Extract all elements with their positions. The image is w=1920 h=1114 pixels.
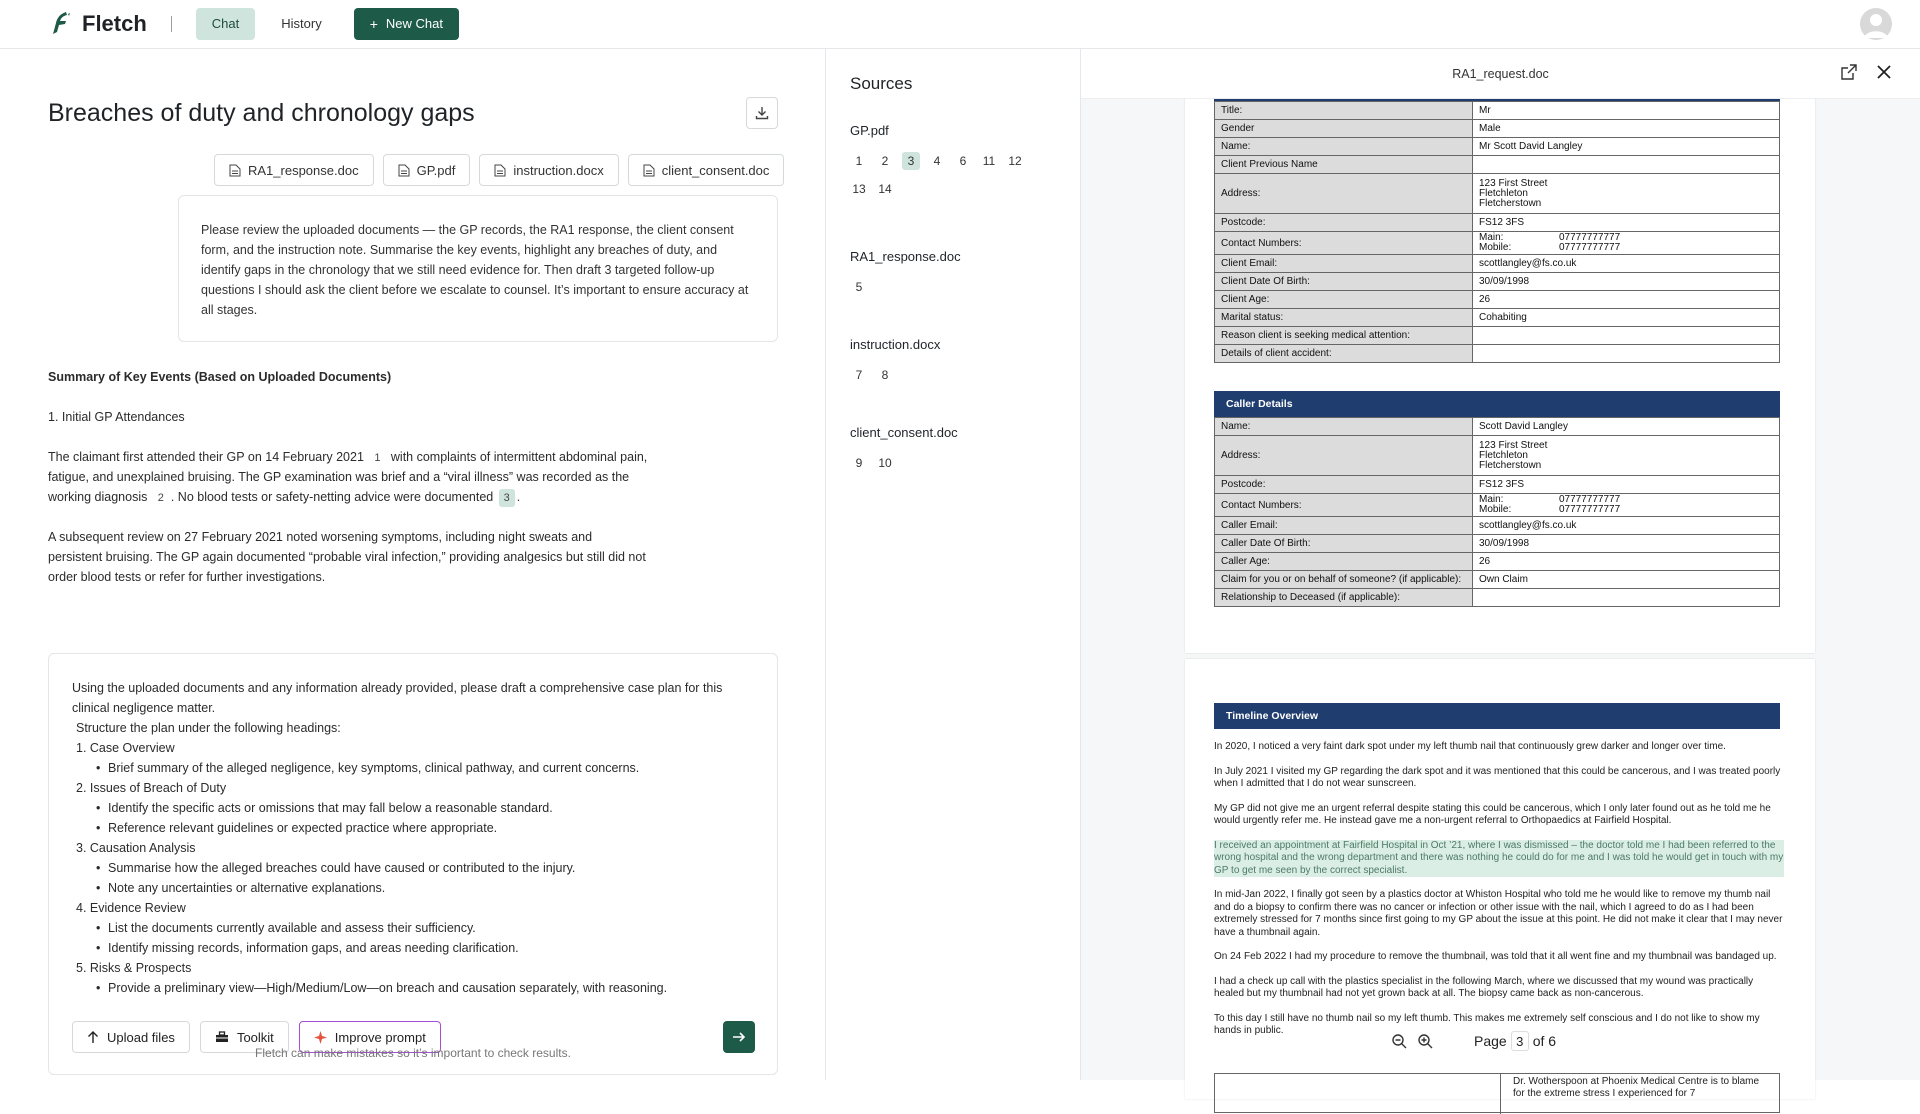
table-row	[1215, 232, 1780, 255]
field-label: Reason client is seeking medical attention:	[1215, 327, 1473, 345]
arrow-right-icon	[732, 1031, 746, 1043]
disclaimer: Fletch can make mistakes so it’s important to check results.	[255, 1046, 571, 1060]
source-name[interactable]: GP.pdf	[850, 123, 889, 138]
toolbox-icon	[215, 1031, 229, 1043]
caller-details-heading: Caller Details	[1214, 391, 1780, 417]
prompt-bullet: • Identify missing records, information gaps, and areas needing clarification.	[72, 938, 762, 958]
field-label: Postcode:	[1215, 476, 1473, 494]
timeline-text	[1214, 741, 1784, 1050]
open-external-button[interactable]	[1841, 64, 1857, 85]
answer-section-title: 1. Initial GP Attendances	[48, 410, 185, 424]
sources-panel	[826, 49, 1081, 1080]
field-value: 30/09/1998	[1473, 273, 1780, 291]
table-row	[1215, 418, 1780, 436]
source-page-link[interactable]: 1	[855, 154, 863, 168]
document-icon	[643, 164, 655, 177]
field-label: Contact Numbers:	[1215, 494, 1473, 517]
source-group	[850, 123, 1050, 198]
source-group	[850, 249, 1050, 296]
field-value: FS12 3FS	[1473, 214, 1780, 232]
page-controls	[1380, 1027, 1592, 1055]
prompt-composer[interactable]	[48, 653, 778, 1075]
table-row	[1215, 138, 1780, 156]
caller-details-table	[1214, 417, 1780, 607]
field-label: Name:	[1215, 138, 1473, 156]
phone-type: Main:	[1479, 494, 1504, 505]
prompt-heading: 1. Case Overview	[76, 741, 175, 755]
close-icon	[1876, 64, 1892, 80]
prompt-heading: 4. Evidence Review	[76, 901, 186, 915]
field-value	[1473, 589, 1780, 607]
field-value: 123 First Street Fletchleton Fletcherstown	[1473, 436, 1780, 476]
field-label: Caller Age:	[1215, 553, 1473, 571]
phone-number: 07777777777	[1559, 242, 1621, 253]
source-pages	[850, 152, 1050, 198]
prompt-bullet: • Brief summary of the alleged negligence, key symptoms, clinical pathway, and current concerns.	[72, 758, 762, 778]
table-row	[1215, 174, 1780, 214]
timeline-entry: In July 2021 I visited my GP regarding the dark spot and it was mentioned that this could be cancerous, and I was treated poorly when I admitted that I do not wear sunscreen.	[1214, 765, 1781, 789]
field-value	[1473, 345, 1780, 363]
table-row	[1215, 345, 1780, 363]
table-row	[1215, 476, 1780, 494]
source-page-link[interactable]: 4	[933, 154, 941, 168]
source-page-link[interactable]: 9	[855, 456, 863, 470]
answer-text: . No blood tests or safety-netting advice were documented	[170, 490, 494, 504]
fletch-logo-icon	[48, 10, 76, 38]
table-row	[1215, 309, 1780, 327]
field-value: FS12 3FS	[1473, 476, 1780, 494]
attachment-name: RA1_response.doc	[248, 162, 359, 178]
top-bar	[0, 0, 1920, 49]
document-icon	[398, 164, 410, 177]
toolkit-label: Toolkit	[236, 1029, 274, 1045]
field-value: scottlangley@fs.co.uk	[1473, 517, 1780, 535]
arrow-up-icon	[87, 1031, 99, 1044]
field-label: Client Email:	[1215, 255, 1473, 273]
improve-prompt-label: Improve prompt	[334, 1029, 426, 1045]
phone-number: 07777777777	[1559, 504, 1621, 515]
source-group	[850, 425, 1050, 472]
field-value	[1473, 327, 1780, 345]
source-name[interactable]: instruction.docx	[850, 337, 941, 352]
viewer-title: RA1_request.doc	[1452, 67, 1549, 81]
document-icon	[494, 164, 506, 177]
field-label: Name:	[1215, 418, 1473, 436]
zoom-out-icon	[1391, 1033, 1407, 1049]
phone-type: Mobile:	[1479, 242, 1512, 253]
field-label: Marital status:	[1215, 309, 1473, 327]
chat-panel	[0, 49, 826, 1080]
assistant-answer	[48, 367, 648, 632]
field-value: 26	[1473, 553, 1780, 571]
download-button[interactable]	[746, 97, 778, 129]
source-pages	[850, 366, 1050, 384]
phone-number: 07777777777	[1559, 494, 1621, 505]
upload-files-label: Upload files	[107, 1029, 175, 1045]
source-name[interactable]: RA1_response.doc	[850, 249, 961, 264]
table-row	[1215, 571, 1780, 589]
source-page-link[interactable]: 5	[855, 280, 863, 294]
table-row	[1215, 255, 1780, 273]
page-number-input[interactable]: 3	[1511, 1031, 1529, 1051]
field-value: Mr	[1473, 102, 1780, 120]
prompt-bullet: • Identify the specific acts or omissions that may fall below a reasonable standard.	[72, 798, 762, 818]
tab-history[interactable]: History	[281, 16, 322, 31]
page-total: of 6	[1532, 1033, 1557, 1049]
field-value: Male	[1473, 120, 1780, 138]
plus-icon: +	[369, 16, 378, 32]
prompt-heading: 3. Causation Analysis	[76, 841, 196, 855]
citation-badge[interactable]: 1	[374, 452, 381, 464]
field-label: Postcode:	[1215, 214, 1473, 232]
timeline-entry: On 24 Feb 2022 I had my procedure to remove the thumbnail, was told that it all went fine and my thumbnail was bandaged up.	[1214, 951, 1777, 962]
timeline-entry: In 2020, I noticed a very faint dark spot under my left thumb nail that continuously grew darker and longer over time.	[1214, 741, 1726, 752]
answer-paragraph: A subsequent review on 27 February 2021 noted worsening symptoms, including night sweats and persistent bruising. The GP again documented “probable viral infection,” providing analgesics but still did not order blood tests or refer for further investigations.	[48, 530, 646, 584]
field-label: Caller Email:	[1215, 517, 1473, 535]
logo[interactable]	[48, 10, 147, 38]
citation-badge-active[interactable]: 3	[499, 489, 515, 507]
prompt-bullet: • List the documents currently available and assess their sufficiency.	[72, 918, 762, 938]
field-value: 30/09/1998	[1473, 535, 1780, 553]
field-label: Claim for you or on behalf of someone? (if applicable):	[1215, 571, 1473, 589]
answer-text: The claimant first attended their GP on 14 February 2021	[48, 450, 364, 464]
zoom-out-button[interactable]	[1386, 1028, 1412, 1054]
prompt-heading: 2. Issues of Breach of Duty	[76, 781, 227, 795]
field-value: Own Claim	[1473, 571, 1780, 589]
timeline-entry: My GP did not give me an urgent referral despite stating this could be cancerous, which I only later found out as he told me he would urgently refer me. He instead gave me a non-urgent referral to Orthopaedics at Fairfield Hospital.	[1214, 802, 1771, 826]
external-link-icon	[1841, 64, 1857, 80]
prompt-bullet: • Note any uncertainties or alternative explanations.	[72, 878, 762, 898]
source-page-link[interactable]: 11	[982, 154, 996, 168]
field-label: Address:	[1215, 436, 1473, 476]
source-page-link[interactable]: 13	[852, 182, 866, 196]
table-row	[1215, 273, 1780, 291]
field-value	[1473, 494, 1780, 517]
field-value: Cohabiting	[1473, 309, 1780, 327]
source-page-link[interactable]: 8	[881, 368, 889, 382]
app-name: Fletch	[82, 11, 147, 36]
field-label: Relationship to Deceased (if applicable):	[1215, 589, 1473, 607]
table-row	[1215, 327, 1780, 345]
source-page-link[interactable]: 6	[959, 154, 967, 168]
field-label: Client Date Of Birth:	[1215, 273, 1473, 291]
sparkle-icon	[314, 1031, 327, 1044]
timeline-entry: I received an appointment at Fairfield Hospital in Oct ’21, where I was dismissed – the doctor told me I had been referred to the wrong hospital and the wrong department and there was nothing he could do for me and I was told he would get in touch with my GP to get me seen by the correct specialist.	[1214, 839, 1784, 876]
divider	[171, 16, 172, 32]
document-table-fragment	[1214, 1073, 1780, 1113]
field-value	[1473, 232, 1780, 255]
attachment-name: client_consent.doc	[661, 162, 770, 178]
source-page-link[interactable]: 14	[878, 182, 892, 196]
field-value	[1473, 156, 1780, 174]
attachment-chip[interactable]	[214, 154, 374, 186]
prompt-bullet: • Reference relevant guidelines or expected practice where appropriate.	[72, 818, 762, 838]
timeline-entry: To this day I still have no thumb nail so my left thumb. This makes me extremely self conscious and I do not like to show my hands in public.	[1214, 1012, 1760, 1036]
attachment-chip[interactable]	[479, 154, 618, 186]
answer-text: .	[516, 490, 521, 504]
answer-heading: Summary of Key Events (Based on Uploaded Documents)	[48, 370, 392, 384]
field-label: Client Previous Name	[1215, 156, 1473, 174]
phone-type: Mobile:	[1479, 504, 1512, 515]
field-label: Title:	[1215, 102, 1473, 120]
attachment-chip[interactable]	[628, 154, 785, 186]
source-pages	[850, 278, 1050, 296]
table-row	[1215, 553, 1780, 571]
zoom-in-button[interactable]	[1412, 1028, 1438, 1054]
table-row	[1215, 517, 1780, 535]
table-row	[1215, 589, 1780, 607]
field-value: Scott David Langley	[1473, 418, 1780, 436]
field-value: 123 First Street Fletchleton Fletcherstown	[1473, 174, 1780, 214]
phone-number: 07777777777	[1559, 232, 1621, 243]
close-viewer-button[interactable]	[1876, 64, 1892, 85]
field-label: Gender	[1215, 120, 1473, 138]
attachment-chips	[214, 154, 784, 186]
timeline-heading: Timeline Overview	[1214, 703, 1780, 729]
citation-badge[interactable]: 2	[157, 492, 164, 504]
timeline-entry: I had a check up call with the plastics specialist in the following March, where we discussed that my wound was practically healed but my thumbnail had not yet grown back at all. The biopsy came back as non-cancerous.	[1214, 975, 1754, 999]
table-row	[1215, 535, 1780, 553]
field-label: Address:	[1215, 174, 1473, 214]
source-page-link-active[interactable]: 3	[902, 152, 920, 170]
table-row	[1215, 494, 1780, 517]
attachment-chip[interactable]	[383, 154, 471, 186]
client-details-table	[1214, 101, 1780, 363]
table-row	[1215, 156, 1780, 174]
table-row	[1215, 436, 1780, 476]
document-icon	[229, 164, 241, 177]
phone-type: Main:	[1479, 232, 1504, 243]
prompt-bullet: • Summarise how the alleged breaches could have caused or contributed to the injury.	[72, 858, 762, 878]
new-chat-label: New Chat	[385, 16, 443, 31]
source-page-link[interactable]: 12	[1008, 154, 1022, 168]
table-row	[1215, 214, 1780, 232]
field-label: Client Age:	[1215, 291, 1473, 309]
field-label: Contact Numbers:	[1215, 232, 1473, 255]
attachment-name: instruction.docx	[513, 162, 604, 178]
answer-paragraph	[48, 447, 648, 507]
table-row	[1215, 102, 1780, 120]
source-name[interactable]: client_consent.doc	[850, 425, 958, 440]
field-value: 26	[1473, 291, 1780, 309]
tab-chat[interactable]: Chat	[196, 8, 255, 40]
field-label: Details of client accident:	[1215, 345, 1473, 363]
avatar[interactable]	[1860, 8, 1892, 40]
prompt-bullet: • Provide a preliminary view—High/Medium/Low—on breach and causation separately, with reasoning.	[72, 978, 762, 998]
source-page-link[interactable]: 2	[881, 154, 889, 168]
table-row	[1215, 291, 1780, 309]
viewer-header	[1081, 49, 1920, 99]
attachment-name: GP.pdf	[416, 162, 456, 178]
document-viewer	[1081, 49, 1920, 1099]
prompt-intro: Using the uploaded documents and any information already provided, please draft a comprehensive case plan for this clinical negligence matter.	[72, 681, 723, 715]
document-page	[1185, 97, 1815, 653]
page-label: Page	[1474, 1033, 1507, 1049]
prompt-input[interactable]	[72, 678, 762, 998]
field-label: Caller Date Of Birth:	[1215, 535, 1473, 553]
sources-title: Sources	[850, 74, 913, 93]
user-message: Please review the uploaded documents — the GP records, the RA1 response, the client consent form, and the instruction note. Summarise the key events, highlight any breaches of duty, and identify gaps in the chronology that we still need evidence for. Then draft 3 targeted follow-up questions I should ask the client before we escalate to counsel. It’s important to ensure accuracy at all stages.	[178, 195, 778, 342]
source-group	[850, 337, 1050, 384]
source-pages	[850, 454, 1050, 472]
user-icon	[1860, 8, 1892, 40]
page-title: Breaches of duty and chronology gaps	[48, 99, 475, 127]
zoom-in-icon	[1417, 1033, 1433, 1049]
table-row	[1215, 120, 1780, 138]
field-value: Mr Scott David Langley	[1473, 138, 1780, 156]
source-page-link[interactable]: 10	[878, 456, 892, 470]
answer-text: with complaints of intermittent abdominal pain, fatigue, and unexplained bruising. The GP examination was brief and a “viral illness” was recorded as the working diagnosis	[48, 450, 648, 504]
prompt-intro: Structure the plan under the following headings:	[76, 721, 341, 735]
document-cell: Dr. Wotherspoon at Phoenix Medical Centre is to blame for the extreme stress I experienced for 7	[1500, 1074, 1781, 1114]
timeline-entry: In mid-Jan 2022, I finally got seen by a plastics doctor at Whiston Hospital who told me he would like to remove my thumb nail and do a biopsy to confirm there was no cancer or infection or other issue with the nail, which I agreed to do as I had been extremely stressed for 7 months since first going to my GP about the issue at this point. He did not make it clear that I may never have a thumbnail again.	[1214, 889, 1783, 938]
prompt-heading: 5. Risks & Prospects	[76, 961, 192, 975]
field-value: scottlangley@fs.co.uk	[1473, 255, 1780, 273]
new-chat-button[interactable]	[354, 8, 459, 40]
download-icon	[755, 106, 769, 120]
source-page-link[interactable]: 7	[855, 368, 863, 382]
